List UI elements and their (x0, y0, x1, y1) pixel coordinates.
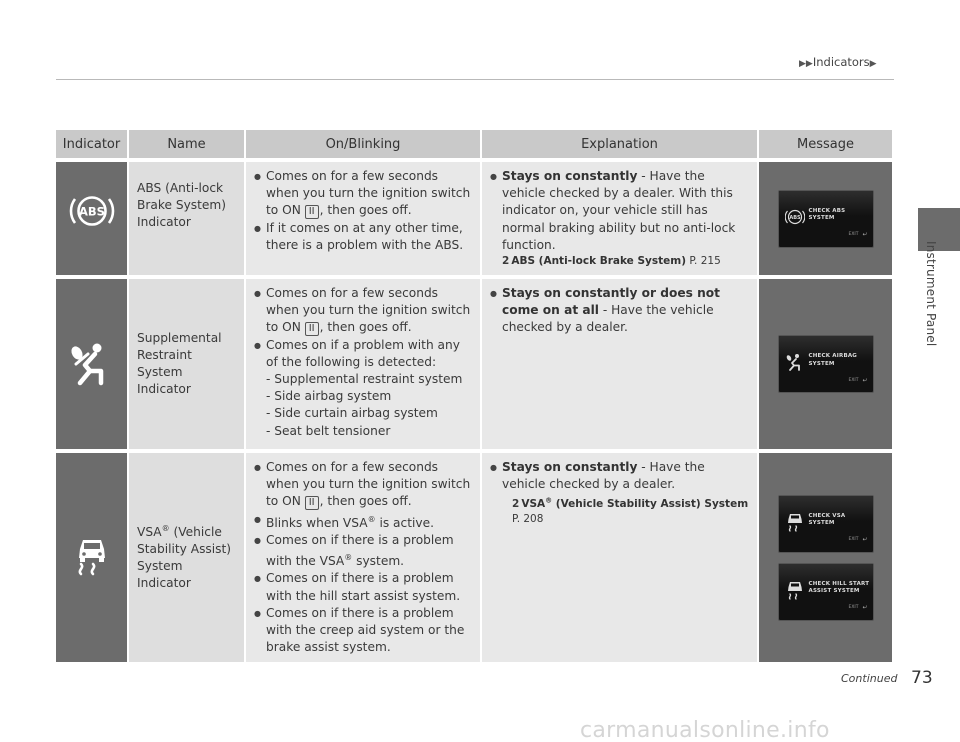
indicator-name: VSA® (Vehicle Stability Assist) System Indicator (137, 523, 232, 591)
triangle-right-icon: ▶ (869, 59, 877, 69)
sub-list-item: - Side airbag system (266, 389, 392, 404)
message-text: CHECK ABS SYSTEM (808, 207, 846, 221)
airbag-indicator-icon (68, 341, 116, 387)
vsa-icon (785, 580, 805, 600)
column-header-name: Name (128, 130, 245, 160)
list-item: ● If it comes on at any other time, there is a problem with the ABS. (254, 220, 472, 254)
section-tab-label: Instrument Panel (924, 241, 938, 347)
message-cell (758, 277, 892, 451)
column-header-on-blinking: On/Blinking (245, 130, 481, 160)
list-item: ● Comes on for a few seconds when you turn the ignition switch to ON II , then goes off. (254, 285, 472, 337)
list-item: ● Comes on for a few seconds when you turn the ignition switch to ON II , then goes off. (254, 168, 472, 220)
column-header-explanation: Explanation (481, 130, 758, 160)
on-blinking-cell (245, 277, 481, 451)
list-item: ● Stays on constantly - Have the vehicle checked by a dealer. With this indicator on, your vehicle still has normal braking ability but no anti-lock function. (490, 168, 749, 254)
reference-arrow-icon: 2 (512, 497, 520, 510)
indicator-cell (56, 451, 128, 662)
list-item: ● Stays on constantly - Have the vehicle checked by a dealer. (490, 459, 749, 493)
sub-list-item: - Supplemental restraint system (266, 372, 463, 387)
message-cell (758, 451, 892, 662)
list-item: ● Comes on if there is a problem with the creep aid system or the brake assist system. (254, 605, 472, 657)
continued-label: Continued (841, 672, 898, 685)
exit-label: EXIT (848, 605, 859, 611)
exit-label: EXIT (848, 377, 859, 383)
column-header-indicator: Indicator (56, 130, 128, 160)
indicator-table (56, 130, 892, 662)
column-header-message: Message (758, 130, 892, 160)
exit-label: EXIT (848, 232, 859, 238)
list-item: ● Comes on if a problem with any of the following is detected: - Supplemental restraint system - Side airbag system - Side curtain airbag system - Seat belt tensioner (254, 337, 472, 440)
triangle-right-icon: ▶▶ (799, 59, 813, 69)
enter-arrow-icon: ↵ (862, 231, 868, 239)
enter-arrow-icon: ↵ (862, 536, 868, 544)
sub-list-item: - Seat belt tensioner (266, 423, 391, 438)
ignition-key-position: II (305, 496, 319, 510)
name-cell (128, 160, 245, 277)
indicator-cell (56, 277, 128, 451)
enter-arrow-icon: ↵ (862, 604, 868, 612)
watermark: carmanualsonline.info (580, 718, 830, 742)
list-item: ● Comes on if there is a problem with the VSA® system. (254, 532, 472, 570)
explanation-cell (481, 277, 758, 451)
abs-icon (785, 207, 805, 227)
table-row (56, 451, 892, 662)
page-number: 73 (911, 668, 933, 688)
name-cell (128, 277, 245, 451)
list-item: ● Comes on for a few seconds when you turn the ignition switch to ON II , then goes off. (254, 459, 472, 511)
ignition-key-position: II (305, 322, 319, 336)
message-display-screen (778, 495, 874, 553)
table-row (56, 160, 892, 277)
message-text: CHECK HILL START ASSIST SYSTEM (808, 580, 870, 595)
message-display-screen (778, 190, 874, 248)
breadcrumb-label: Indicators (812, 55, 870, 69)
breadcrumb (799, 55, 877, 69)
cross-reference-link[interactable]: 2 ABS (Anti-lock Brake System) P. 215 (502, 255, 721, 268)
cross-reference-link[interactable]: 2 VSA® (Vehicle Stability Assist) System P. 208 (512, 496, 749, 525)
message-display-screen (778, 563, 874, 621)
on-blinking-cell (245, 160, 481, 277)
list-item: ● Blinks when VSA® is active. (254, 511, 472, 532)
name-cell (128, 451, 245, 662)
exit-label: EXIT (848, 537, 859, 543)
list-item: ● Comes on if there is a problem with the hill start assist system. (254, 570, 472, 604)
reference-arrow-icon: 2 (502, 255, 510, 268)
vsa-icon (785, 512, 805, 532)
airbag-icon (785, 352, 805, 372)
list-item: ● Stays on constantly or does not come on at all - Have the vehicle checked by a dealer. (490, 285, 749, 337)
indicator-cell (56, 160, 128, 277)
indicator-name: ABS (Anti-lock Brake System) Indicator (137, 181, 227, 230)
message-display-screen (778, 335, 874, 393)
on-blinking-cell (245, 451, 481, 662)
message-text: CHECK VSA SYSTEM (808, 512, 846, 527)
vsa-indicator-icon (72, 536, 112, 576)
sub-list-item: - Side curtain airbag system (266, 406, 438, 421)
message-text: CHECK AIRBAG SYSTEM (808, 353, 858, 367)
header-rule (56, 79, 894, 80)
indicator-name: Supplemental Restraint System Indicator (137, 330, 222, 397)
table-row (56, 277, 892, 451)
ignition-key-position: II (305, 205, 319, 219)
table-header-row (56, 130, 892, 160)
svg-text:ABS: ABS (788, 214, 801, 221)
abs-indicator-text: ABS (78, 204, 105, 219)
message-cell (758, 160, 892, 277)
explanation-cell (481, 451, 758, 662)
explanation-cell (481, 160, 758, 277)
enter-arrow-icon: ↵ (862, 376, 868, 384)
abs-indicator-icon (68, 191, 116, 231)
